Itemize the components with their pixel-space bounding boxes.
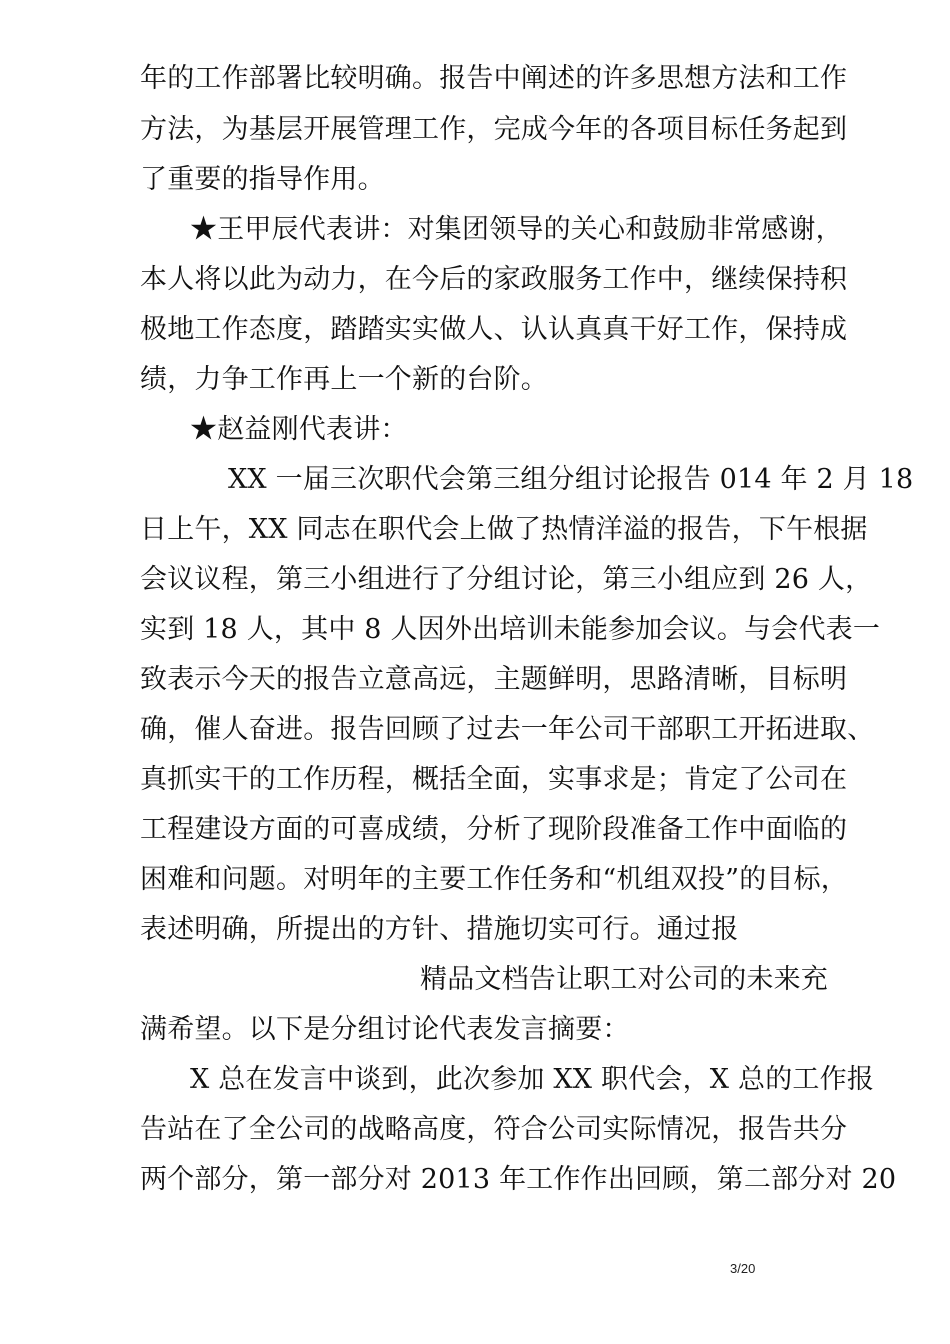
text-line: 致表示今天的报告立意高远，主题鲜明，思路清晰，目标明 [140,664,848,695]
text-line: 极地工作态度，踏踏实实做人、认认真真干好工作，保持成 [140,314,848,345]
text-line: 实到 18 人，其中 8 人因外出培训未能参加会议。与会代表一 [140,614,881,645]
text-line: 精品文档告让职工对公司的未来充 [420,964,828,995]
text-line: 会议议程，第三小组进行了分组讨论，第三小组应到 26 人， [140,564,873,595]
text-line: 年的工作部署比较明确。报告中阐述的许多思想方法和工作 [140,63,848,94]
text-line: 两个部分，第一部分对 2013 年工作作出回顾，第二部分对 20 [140,1164,897,1195]
text-line: ★赵益刚代表讲： [190,414,408,445]
text-line: 了重要的指导作用。 [140,164,385,195]
text-line: XX 一届三次职代会第三组分组讨论报告 014 年 2 月 18 [228,464,914,495]
text-line: 工程建设方面的可喜成绩，分析了现阶段准备工作中面临的 [140,814,848,845]
text-line: 表述明确，所提出的方针、措施切实可行。通过报 [140,914,739,945]
text-line: 绩，力争工作再上一个新的台阶。 [140,364,548,395]
text-line: 满希望。以下是分组讨论代表发言摘要： [140,1014,630,1045]
text-line: 真抓实干的工作历程，概括全面，实事求是；肯定了公司在 [140,764,848,795]
text-line: 方法，为基层开展管理工作，完成今年的各项目标任务起到 [140,114,848,145]
text-line: 告站在了全公司的战略高度，符合公司实际情况，报告共分 [140,1114,848,1145]
text-line: 确，催人奋进。报告回顾了过去一年公司干部职工开拓进取、 [140,714,875,745]
text-line: 困难和问题。对明年的主要工作任务和“机组双投”的目标， [140,864,849,895]
text-line: X 总在发言中谈到，此次参加 XX 职代会，X 总的工作报 [190,1064,875,1095]
text-line: 日上午，XX 同志在职代会上做了热情洋溢的报告，下午根据 [140,514,868,545]
text-line: 本人将以此为动力，在今后的家政服务工作中，继续保持积 [140,264,848,295]
page-number: 3/20 [730,1261,756,1276]
text-line: ★王甲辰代表讲：对集团领导的关心和鼓励非常感谢， [190,214,843,245]
